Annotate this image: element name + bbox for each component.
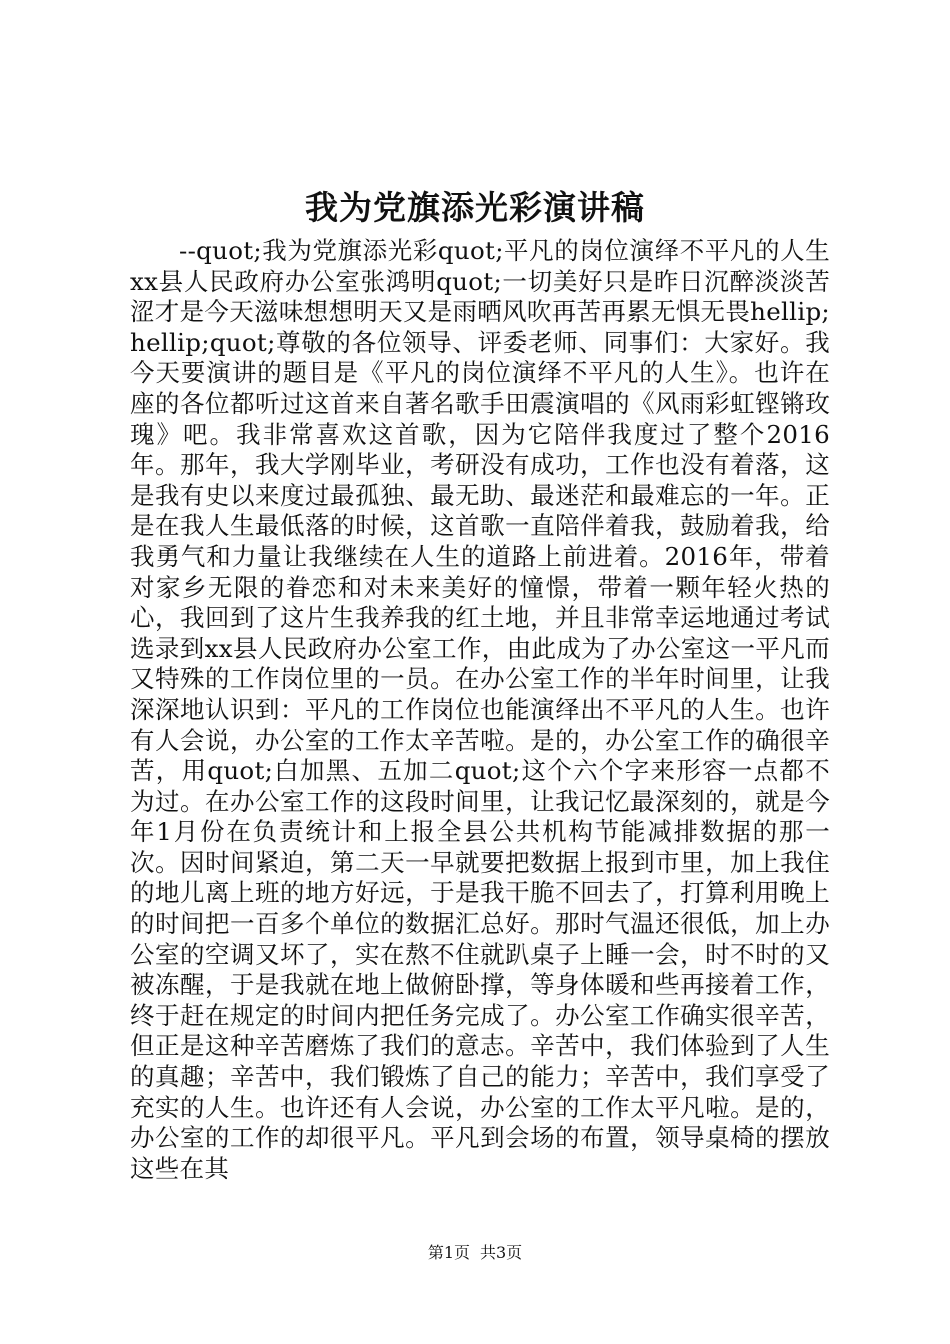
page-total: 共3页 xyxy=(480,1243,523,1262)
document-title: 我为党旗添光彩演讲稿 xyxy=(305,188,645,227)
page-number: 第1页 xyxy=(427,1243,470,1262)
document-body: --quot;我为党旗添光彩quot;平凡的岗位演绎不平凡的人生xx县人民政府办公室张鸿明quot;一切美好只是昨日沉醉淡淡苦涩才是今天滋味想想明天又是雨晒风吹再苦再累无惧无畏hellip;hellip;quot;尊敬的各位领导、评委老师、同事们：大家好。我今天要演讲的题目是《平凡的岗位演绎不平凡的人生》。也许在座的各位都听过这首来自著名歌手田震演唱的《风雨彩虹铿锵玫瑰》吧。我非常喜欢这首歌，因为它陪伴我度过了整个2016年。那年，我大学刚毕业，考研没有成功，工作也没有着落，这是我有史以来度过最孤独、最无助、最迷茫和最难忘的一年。正是在我人生最低落的时候，这首歌一直陪伴着我，鼓励着我，给我勇气和力量让我继续在人生的道路上前进着。2016年，带着对家乡无限的眷恋和对未来美好的憧憬，带着一颗年轻火热的心，我回到了这片生我养我的红土地，并且非常幸运地通过考试选录到xx县人民政府办公室工作，由此成为了办公室这一平凡而又特殊的工作岗位里的一员。在办公室工作的半年时间里，让我深深地认识到：平凡的工作岗位也能演绎出不平凡的人生。也许有人会说，办公室的工作太辛苦啦。是的，办公室工作的确很辛苦，用quot;白加黑、五加二quot;这个六个字来形容一点都不为过。在办公室工作的这段时间里，让我记忆最深刻的，就是今年1月份在负责统计和上报全县公共机构节能减排数据的那一次。因时间紧迫，第二天一早就要把数据上报到市里，加上我住的地儿离上班的地方好远，于是我干脆不回去了，打算利用晚上的时间把一百多个单位的数据汇总好。那时气温还很低，加上办公室的空调又坏了，实在熬不住就趴桌子上睡一会，时不时的又被冻醒，于是我就在地上做俯卧撑，等身体暖和些再接着工作，终于赶在规定的时间内把任务完成了。办公室工作确实很辛苦，但正是这种辛苦磨炼了我们的意志。辛苦中，我们体验到了人生的真趣；辛苦中，我们锻炼了自己的能力；辛苦中，我们享受了充实的人生。也许还有人会说，办公室的工作太平凡啦。是的，办公室的工作的却很平凡。平凡到会场的布置，领导桌椅的摆放这些在其 xyxy=(130,236,830,1183)
page-footer xyxy=(0,1242,950,1264)
